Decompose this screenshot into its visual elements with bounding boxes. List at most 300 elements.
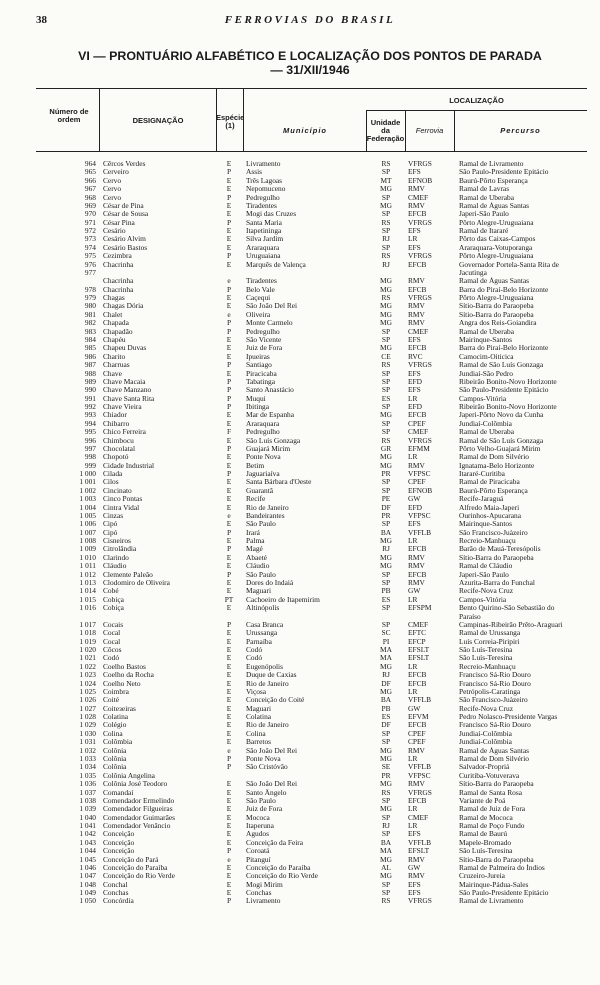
row-ferrovia: LR (408, 235, 418, 244)
row-uf: SP (381, 243, 391, 252)
row-especie: E (226, 553, 232, 562)
row-percurso: Ramal de São Luís Gonzaga (459, 436, 544, 445)
row-ferrovia: LR (408, 662, 418, 671)
row-percurso: Ribeirão Bonito-Novo Horizonte (459, 377, 557, 386)
row-municipio: Eugenópolis (246, 662, 283, 671)
row-number: 983 (84, 327, 96, 336)
row-designacao: Conceição (103, 838, 135, 847)
row-ferrovia: CMEF (408, 813, 429, 822)
row-uf: SE (381, 763, 391, 772)
row-number: 1 001 (79, 478, 96, 487)
row-percurso: Jundiaí-Colômbia (459, 419, 512, 428)
row-percurso: Campinas-Ribeirão Prêto-Araguari (459, 620, 563, 629)
row-number: 1 004 (79, 503, 96, 512)
table-row (0, 261, 600, 269)
row-ferrovia: EFCB (408, 344, 427, 353)
row-designacao: Cinzas (103, 511, 124, 520)
header-numero (40, 108, 98, 124)
row-especie: E (226, 185, 232, 194)
row-municipio: Bandeirantes (246, 511, 285, 520)
table-row (0, 663, 600, 671)
row-designacao: Cocal (103, 629, 121, 638)
row-especie: E (226, 813, 232, 822)
row-ferrovia: VFFLB (408, 763, 432, 772)
row-ferrovia: RMV (408, 855, 425, 864)
row-especie: P (226, 403, 232, 412)
row-ferrovia: VFRGS (408, 361, 432, 370)
row-ferrovia: EFNOB (408, 486, 433, 495)
row-percurso: Jundiaí-Colômbia (459, 729, 512, 738)
row-especie: P (226, 763, 232, 772)
row-especie: PT (224, 595, 234, 604)
table-row (0, 277, 600, 285)
row-uf: ES (381, 595, 391, 604)
row-number: 967 (84, 185, 96, 194)
row-uf: SP (381, 738, 391, 747)
row-especie: E (226, 713, 232, 722)
row-especie: E (226, 201, 232, 210)
row-municipio: Recife (246, 495, 266, 504)
row-percurso: Sítio-Barra do Paraopeba (459, 855, 534, 864)
row-ferrovia: VFPSC (408, 771, 431, 780)
row-number: 1 016 (79, 604, 96, 613)
header-especie-text: Espécie (1) (216, 113, 245, 130)
row-number: 1 037 (79, 788, 96, 797)
row-designacao: Chapéu (103, 335, 126, 344)
row-especie: E (226, 520, 232, 529)
row-number: 1 015 (79, 595, 96, 604)
row-municipio: Maguari (246, 587, 272, 596)
row-municipio: Santiago (246, 361, 272, 370)
row-uf: RS (381, 897, 391, 906)
row-ferrovia: CPEF (408, 419, 426, 428)
table-row (0, 688, 600, 696)
row-number: 1 008 (79, 537, 96, 546)
row-designacao: Cocal (103, 637, 121, 646)
row-ferrovia: VFRGS (408, 160, 432, 168)
table-row (0, 504, 600, 512)
row-number: 1 027 (79, 704, 96, 713)
table-row (0, 696, 600, 704)
row-especie: P (226, 620, 232, 629)
row-number: 970 (84, 210, 96, 219)
row-ferrovia: EFS (408, 889, 421, 898)
row-uf: SP (381, 335, 391, 344)
row-ferrovia: EFD (408, 503, 422, 512)
row-uf: MA (380, 847, 392, 856)
row-especie: E (226, 411, 232, 420)
row-especie: E (226, 235, 232, 244)
row-uf: SP (381, 168, 391, 177)
row-percurso: Variante de Poá (459, 796, 506, 805)
row-uf: MT (380, 176, 392, 185)
table-row (0, 252, 600, 260)
row-percurso: Mapele-Bromado (459, 838, 512, 847)
table-row (0, 512, 600, 520)
row-number: 1 038 (79, 796, 96, 805)
row-designacao: Chacrinha (103, 285, 134, 294)
row-designacao: Comendador Ermelindo (103, 796, 175, 805)
row-ferrovia: EFS (408, 243, 421, 252)
row-percurso: Pôrto Alegre-Uruguaiana (459, 252, 534, 261)
row-municipio: Irará (246, 528, 260, 537)
row-number: 1 036 (79, 780, 96, 789)
row-ferrovia: EFSPM (408, 604, 432, 613)
row-municipio: Codó (246, 654, 263, 663)
table-row (0, 545, 600, 553)
row-designacao: Cincinato (103, 486, 132, 495)
row-especie: P (226, 377, 232, 386)
header-localizacao (366, 97, 587, 105)
row-municipio: Ipueiras (246, 352, 270, 361)
row-uf: MG (380, 453, 392, 462)
table-row (0, 780, 600, 788)
row-designacao: Chapeu Duvas (103, 344, 147, 353)
row-number: 985 (84, 344, 96, 353)
row-designacao: Clodomiro de Oliveira (103, 579, 170, 587)
table-row (0, 864, 600, 872)
page-header (36, 14, 584, 28)
row-number: 1 028 (79, 713, 96, 722)
row-especie: P (226, 545, 232, 554)
row-uf: RJ (382, 822, 390, 831)
row-municipio: Muqui (246, 394, 266, 403)
row-municipio: Conchas (246, 889, 272, 898)
row-percurso: Barra do Piraí-Belo Horizonte (459, 344, 549, 353)
section-title-line2: — 31/XII/1946 (270, 63, 350, 77)
row-ferrovia: EFCP (408, 637, 426, 646)
row-number: 976 (84, 260, 96, 269)
row-municipio: Três Lagoas (246, 176, 283, 185)
row-ferrovia: EFTC (408, 629, 427, 638)
row-designacao: Cilos (103, 478, 119, 487)
row-ferrovia: EFSLT (408, 646, 430, 655)
row-uf: MG (380, 754, 392, 763)
row-designacao: Cobiça (103, 604, 124, 613)
row-especie: E (226, 729, 232, 738)
row-especie: E (226, 537, 232, 546)
row-number: 999 (84, 461, 96, 470)
row-municipio: Assis (246, 168, 263, 177)
row-percurso: Ramal de Baurú (459, 830, 508, 839)
row-designacao: Colônia (103, 754, 127, 763)
row-ferrovia: VFRGS (408, 294, 432, 303)
row-municipio: Pedregulho (246, 193, 280, 202)
table-row (0, 344, 600, 352)
row-percurso: Japeri-São Paulo (459, 210, 509, 219)
row-uf: MG (380, 553, 392, 562)
section-title-line1: VI — PRONTUÁRIO ALFABÉTICO E LOCALIZAÇÃO DOS PONTOS DE PARADA (78, 49, 542, 63)
row-especie: E (226, 369, 232, 378)
row-number: 1 000 (79, 470, 96, 479)
row-number: 990 (84, 386, 96, 395)
row-designacao: Chave Macaia (103, 377, 146, 386)
table-row (0, 789, 600, 797)
row-percurso: Ramal de Águas Santas (459, 746, 529, 755)
row-municipio: Itapetininga (246, 227, 282, 236)
row-especie: E (226, 210, 232, 219)
table-row (0, 328, 600, 336)
row-especie: E (226, 176, 232, 185)
row-municipio: Magé (246, 545, 263, 554)
row-ferrovia: RMV (408, 319, 425, 328)
row-number: 1 022 (79, 662, 96, 671)
row-designacao: Chacrinha (103, 277, 134, 286)
row-municipio: Rio de Janeiro (246, 503, 289, 512)
row-number: 975 (84, 252, 96, 261)
row-ferrovia: CMEF (408, 193, 429, 202)
row-municipio: Livramento (246, 897, 281, 906)
row-especie: E (226, 788, 232, 797)
row-ferrovia: EFCB (408, 721, 427, 730)
row-number: 1 007 (79, 528, 96, 537)
header-designacao (100, 117, 216, 125)
row-number: 1 035 (79, 771, 96, 780)
row-percurso: Ramal de Lavras (459, 185, 510, 194)
row-number: 1 045 (79, 855, 96, 864)
row-designacao: Conchas (103, 889, 129, 898)
row-designacao: Cipó (103, 520, 118, 529)
row-number: 996 (84, 436, 96, 445)
row-percurso: Barão de Mauá-Teresópolis (459, 545, 541, 554)
row-ferrovia: EFSLT (408, 654, 430, 663)
row-uf: MG (380, 780, 392, 789)
header-ferrovia (405, 127, 454, 135)
row-especie: E (226, 160, 232, 168)
row-number: 978 (84, 285, 96, 294)
table-row (0, 847, 600, 855)
row-especie: E (226, 604, 232, 613)
table-row (0, 705, 600, 713)
table-row (0, 839, 600, 847)
row-uf: MG (380, 687, 392, 696)
table-row (0, 445, 600, 453)
row-percurso: Ramal de Dom Silvério (459, 453, 529, 462)
row-uf: BA (380, 696, 392, 705)
row-percurso: Mairinque-Pádua-Sales (459, 880, 529, 889)
row-number: 997 (84, 444, 96, 453)
row-municipio: Santo Anastácio (246, 386, 294, 395)
row-ferrovia: EFCB (408, 545, 427, 554)
row-uf: MG (380, 411, 392, 420)
row-especie: P (226, 168, 232, 177)
row-percurso: Governador Portela-Santa Rita de (459, 260, 559, 269)
table-row (0, 571, 600, 579)
table-row (0, 587, 600, 595)
row-percurso: Recife-Jaraguá (459, 495, 504, 504)
row-municipio: São Paulo (246, 570, 276, 579)
row-especie: P (226, 754, 232, 763)
row-designacao: Chave (103, 369, 122, 378)
row-uf: SP (381, 377, 391, 386)
row-number: 977 (84, 268, 96, 277)
row-number: 980 (84, 302, 96, 311)
row-designacao: Cobé (103, 587, 119, 596)
row-uf: SP (381, 880, 391, 889)
row-especie: E (226, 646, 232, 655)
row-municipio: Tiradentes (246, 201, 277, 210)
row-especie: e (227, 855, 231, 864)
row-number: 979 (84, 294, 96, 303)
row-ferrovia: VFRGS (408, 788, 432, 797)
row-designacao: Chico Ferreira (103, 428, 146, 437)
row-designacao: Chave Manzano (103, 386, 152, 395)
page-number: 38 (36, 14, 47, 26)
row-number: 1 047 (79, 872, 96, 881)
row-municipio: Conceição da Feira (246, 838, 304, 847)
row-number: 1 003 (79, 495, 96, 504)
running-title: FERROVIAS DO BRASIL (224, 14, 396, 26)
row-percurso: Francisco Sá-Rio Douro (459, 679, 531, 688)
row-designacao: Cocais (103, 620, 124, 629)
row-municipio: Altinópolis (246, 604, 280, 613)
table-row (0, 336, 600, 344)
row-designacao: Clemente Paleão (103, 570, 153, 579)
row-uf: SP (381, 813, 391, 822)
table-row (0, 403, 600, 411)
row-ferrovia: RMV (408, 461, 425, 470)
row-percurso: Ramal de São Luís Gonzaga (459, 361, 544, 370)
row-number: 1 043 (79, 838, 96, 847)
table-row (0, 302, 600, 310)
row-ferrovia: EFS (408, 880, 421, 889)
row-designacao: Colina (103, 729, 123, 738)
row-percurso: Ignatama-Belo Horizonte (459, 461, 535, 470)
row-number: 988 (84, 369, 96, 378)
row-designacao: Cláudio (103, 562, 127, 571)
row-especie: E (226, 243, 232, 252)
row-ferrovia: EFCB (408, 260, 427, 269)
row-designacao: Chocolatal (103, 444, 136, 453)
table-row (0, 168, 600, 176)
row-uf: SP (381, 327, 391, 336)
row-uf: ES (381, 713, 391, 722)
row-percurso: Jundiaí-São Pedro (459, 369, 513, 378)
row-especie: P (226, 193, 232, 202)
row-especie: E (226, 579, 232, 587)
row-percurso: Itararé-Curitiba (459, 470, 505, 479)
row-designacao: Cintra Vidal (103, 503, 140, 512)
row-number: 994 (84, 419, 96, 428)
row-municipio: São João Del Rei (246, 780, 298, 789)
row-especie: E (226, 302, 232, 311)
row-especie: E (226, 227, 232, 236)
row-uf: SP (381, 369, 391, 378)
row-designacao: Codó (103, 654, 120, 663)
table-row (0, 638, 600, 646)
row-ferrovia: VFRGS (408, 218, 432, 227)
row-uf: RJ (382, 671, 390, 680)
row-municipio: Araraquara (246, 243, 280, 252)
row-designacao: Conchal (103, 880, 128, 889)
row-designacao: Charito (103, 352, 126, 361)
row-percurso: Pôrto Alegre-Uruguaiana (459, 294, 534, 303)
row-ferrovia: LR (408, 687, 418, 696)
row-percurso: Ramal de Poço Fundo (459, 822, 525, 831)
row-ferrovia: CMEF (408, 428, 429, 437)
row-ferrovia: CMEF (408, 327, 429, 336)
row-designacao: Conceição do Pará (103, 855, 159, 864)
row-percurso: Barra do Piraí-Belo Horizonte (459, 285, 549, 294)
row-uf: PE (381, 495, 391, 504)
row-number: 1 049 (79, 889, 96, 898)
row-percurso: Japeri-Pôrto Novo da Cunha (459, 411, 544, 420)
row-especie: E (226, 679, 232, 688)
row-uf: PR (381, 771, 391, 780)
table-row (0, 428, 600, 436)
row-ferrovia: EFCB (408, 671, 427, 680)
row-ferrovia: EFS (408, 335, 421, 344)
table-row (0, 654, 600, 662)
table-row (0, 713, 600, 721)
row-designacao: Cinco Pontas (103, 495, 143, 504)
table-row (0, 520, 600, 528)
row-uf: MG (380, 872, 392, 881)
row-percurso: Sítio-Barra do Paraopeba (459, 302, 534, 311)
row-uf: RJ (382, 235, 390, 244)
row-especie: P (226, 386, 232, 395)
row-number: 1 030 (79, 729, 96, 738)
table-top-rule (36, 88, 587, 89)
table-row (0, 747, 600, 755)
header-bottom-rule (36, 151, 587, 152)
row-ferrovia: RVC (408, 352, 423, 361)
row-municipio: Guajará Mirim (246, 444, 291, 453)
row-designacao: Colômbia (103, 738, 133, 747)
table-row (0, 856, 600, 864)
row-ferrovia: EFCB (408, 570, 427, 579)
row-uf: MA (380, 646, 392, 655)
row-especie: P (226, 470, 232, 479)
row-uf: MG (380, 461, 392, 470)
row-percurso: Ramal de Mococa (459, 813, 513, 822)
row-percurso: São Luís-Teresina (459, 847, 513, 856)
row-percurso: Campos-Vitória (459, 394, 507, 403)
row-designacao: César de Pina (103, 201, 144, 210)
row-percurso: Cruzeiro-Jureia (459, 872, 505, 881)
row-designacao: Cervo (103, 185, 122, 194)
row-percurso: São Paulo-Presidente Epitácio (459, 168, 549, 177)
row-municipio: Colatina (246, 713, 272, 722)
table-row (0, 822, 600, 830)
row-number: 1 032 (79, 746, 96, 755)
row-number: 991 (84, 394, 96, 403)
row-uf: DF (381, 679, 391, 688)
row-uf: SP (381, 419, 391, 428)
row-percurso: Araraquara-Votuporanga (459, 243, 533, 252)
row-percurso: Jundiaí-Colômbia (459, 738, 512, 747)
row-percurso: Alfredo Maia-Japeri (459, 503, 520, 512)
row-designacao: César Pina (103, 218, 135, 227)
row-especie: P (226, 570, 232, 579)
row-percurso: Pôrto Alegre-Uruguaiana (459, 218, 534, 227)
row-designacao: Cisneiros (103, 537, 131, 546)
row-percurso: Ramal de Piracicaba (459, 478, 520, 487)
header-designacao-text: DESIGNAÇÃO (132, 116, 184, 125)
row-uf: PI (382, 637, 390, 646)
row-percurso: Recife-Nova Cruz (459, 704, 513, 713)
row-number: 1 039 (79, 805, 96, 814)
table-row (0, 470, 600, 478)
row-percurso: Pedro Nolasco-Presidente Vargas (459, 713, 558, 722)
row-uf: RJ (382, 260, 390, 269)
row-ferrovia: GW (408, 587, 421, 596)
row-uf: SC (381, 629, 391, 638)
row-percurso: São Francisco-Juàzeiro (459, 696, 528, 705)
row-number: 1 019 (79, 637, 96, 646)
table-row (0, 202, 600, 210)
row-percurso: Sítio-Barra do Paraopeba (459, 553, 534, 562)
